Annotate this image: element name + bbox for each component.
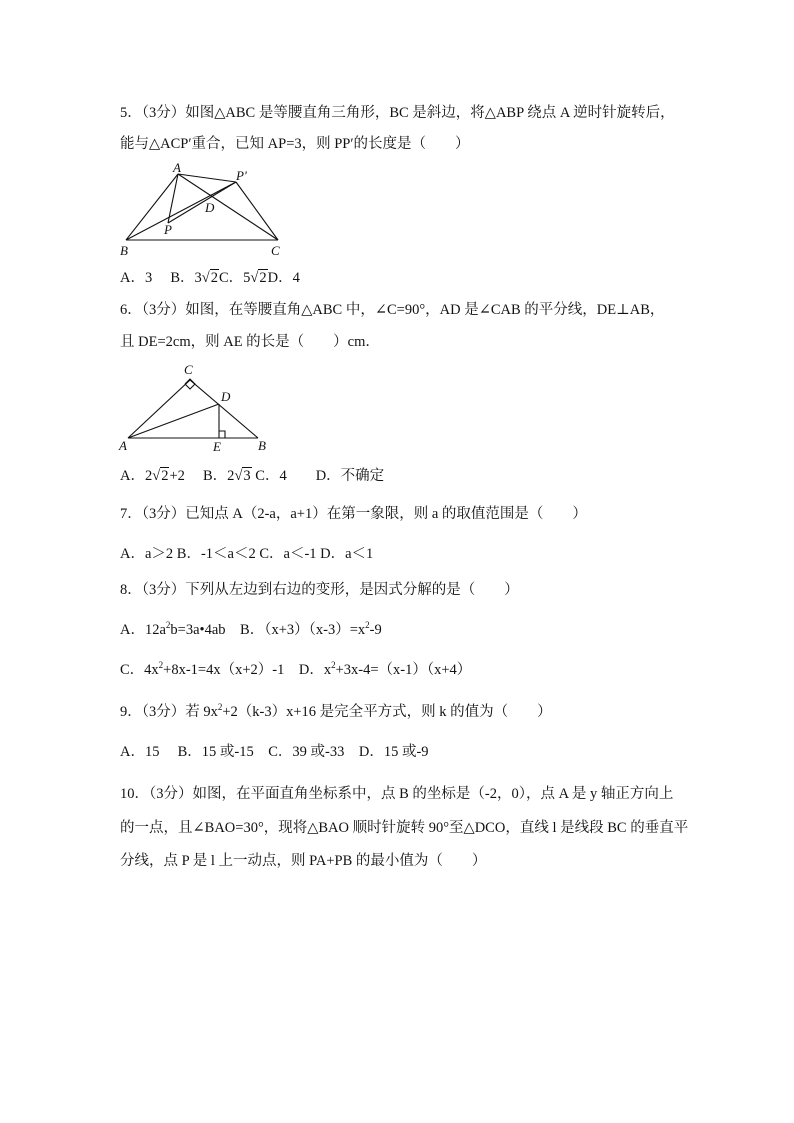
q6-label-e: E xyxy=(213,439,221,454)
q6-label-b: B xyxy=(258,438,266,453)
q7-options: A．a＞2 B．-1＜a＜2 C．a＜-1 D．a＜1 xyxy=(120,546,374,562)
q5-stem-line2: 能与△ACP′重合，已知 AP=3，则 PP′的长度是（ ） xyxy=(120,136,470,152)
q6-option-a: A．2 xyxy=(120,468,153,484)
q6-label-d: D xyxy=(221,389,231,404)
q5-label-d: D xyxy=(205,200,215,215)
q9-stem: 9．（3分）若 $9x^2+2(k-3)x+16$ 是完全平方式，则 k 的值为（ ） xyxy=(120,702,552,720)
q10-stem-line2: 的一点，且∠BAO=30°，现将△BAO 顺时针旋转 90°至△DCO，直线 l 是线段 BC 的垂直平 xyxy=(120,820,689,836)
q5-label-b: B xyxy=(120,243,128,258)
q6-option-b: +2 B．2 xyxy=(169,468,235,484)
q5-figure xyxy=(112,160,292,260)
q6-sqrt-a: √2 xyxy=(152,468,169,484)
q8-options-cd: C．$4x^2+8x-1=4x(x+2)-1$ D．$x^2+3x-4=(x-1)(x+4)$ xyxy=(120,660,472,678)
q5-sqrt-b: √2 xyxy=(201,270,218,286)
q5-stem-line1: 5．（3分）如图△ABC 是等腰直角三角形，BC 是斜边，将△ABP 绕点 A 逆时针旋转后， xyxy=(120,105,675,121)
q8-stem: 8．（3分）下列从左边到右边的变形，是因式分解的是（ ） xyxy=(120,582,519,598)
q5-option-d: D．4 xyxy=(267,270,300,286)
q6-stem-line1: 6．（3分）如图，在等腰直角△ABC 中，∠C=90°，AD 是∠CAB 的平分线，DE⊥AB， xyxy=(120,302,665,318)
q5-label-a: A xyxy=(173,160,181,175)
q6-label-c: C xyxy=(184,362,193,377)
q7-stem: 7．（3分）已知点 A（2-a，a+1）在第一象限，则 a 的取值范围是（ ） xyxy=(120,506,587,522)
q6-label-a: A xyxy=(119,438,127,453)
q5-label-p-prime: P′ xyxy=(236,168,247,183)
q8-options-ab: A．$12a^2b=3a•4ab$ B．$(x+3)(x-3)=x^2-9$ xyxy=(120,620,382,638)
q9-options: A．15 B．15 或-15 C．39 或-33 D．15 或-9 xyxy=(120,744,429,760)
q6-options xyxy=(120,466,384,486)
q6-figure xyxy=(112,360,282,456)
q10-stem-line3: 分线，点 P 是 l 上一动点，则 PA+PB 的最小值为（ ） xyxy=(120,853,487,869)
q5-sqrt-c: √2 xyxy=(250,270,267,286)
q5-option-c: C．5 xyxy=(219,270,251,286)
q6-sqrt-b: √3 xyxy=(234,468,251,484)
q6-option-cd: C．4 D．不确定 xyxy=(251,468,385,484)
q6-stem-line2: 且 DE=2cm，则 AE 的长是（ ）cm． xyxy=(120,334,380,350)
q5-options xyxy=(120,268,300,288)
q5-label-c: C xyxy=(271,243,280,258)
q10-stem-line1: 10．（3分）如图，在平面直角坐标系中，点 B 的坐标是（-2，0），点 A 是 y 轴正方向上 xyxy=(120,786,674,802)
q5-label-p: P xyxy=(164,222,172,237)
q5-option-ab: A．3 B．3 xyxy=(120,270,202,286)
